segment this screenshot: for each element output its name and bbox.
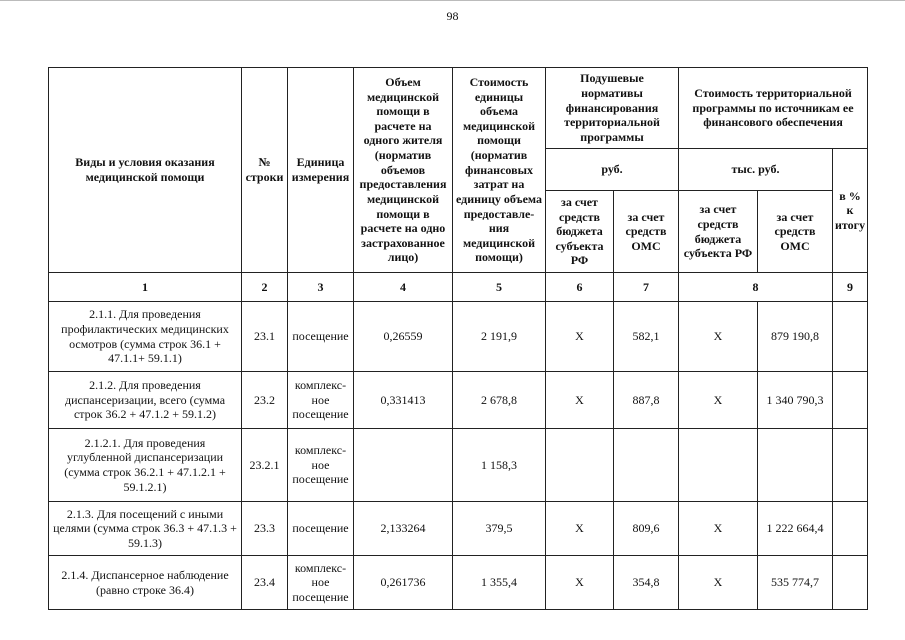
financing-table [48,67,868,610]
column-number: 9 [833,273,868,302]
row-percent [833,502,868,556]
row-unit: посещение [288,302,354,372]
row-per-capita-oms: 809,6 [614,502,679,556]
column-number: 1 [49,273,242,302]
column-number: 4 [354,273,453,302]
row-number: 23.2 [242,372,288,429]
row-unit-cost: 379,5 [453,502,546,556]
row-volume [354,429,453,502]
header-volume: Объем медицинской помощи в расчете на одного жителя (норматив объемов предоставления медицинской помощи в расчете на одно застрахованное лицо) [354,68,453,273]
row-per-capita-budget: X [546,502,614,556]
row-unit-cost: 2 678,8 [453,372,546,429]
header-rub: руб. [546,149,679,191]
row-number: 23.1 [242,302,288,372]
row-unit: комплекс-ное посещение [288,372,354,429]
row-unit-cost: 1 355,4 [453,556,546,610]
column-number: 8 [679,273,833,302]
row-per-capita-budget: X [546,372,614,429]
row-per-capita-oms: 582,1 [614,302,679,372]
row-unit: комплекс-ное посещение [288,429,354,502]
row-volume: 0,26559 [354,302,453,372]
header-row-number: № строки [242,68,288,273]
row-service-name: 2.1.2. Для проведения диспансеризации, всего (сумма строк 36.2 + 47.1.2 + 59.1.2) [49,372,242,429]
page-top-edge [0,0,905,1]
table-row [49,302,868,372]
header-percent: в % к итогу [833,149,868,273]
row-percent [833,302,868,372]
header-thousand-rub: тыс. руб. [679,149,833,191]
column-number: 2 [242,273,288,302]
row-service-name: 2.1.4. Диспансерное наблюдение (равно строке 36.4) [49,556,242,610]
row-percent [833,372,868,429]
row-service-name: 2.1.1. Для проведения профилактических медицинских осмотров (сумма строк 36.1 + 47.1.1+ 59.1.1) [49,302,242,372]
row-unit-cost: 2 191,9 [453,302,546,372]
row-unit-cost: 1 158,3 [453,429,546,502]
header-per-capita-oms: за счет средств ОМС [614,191,679,273]
column-number: 5 [453,273,546,302]
row-per-capita-oms [614,429,679,502]
row-volume: 2,133264 [354,502,453,556]
row-number: 23.2.1 [242,429,288,502]
row-total-oms: 1 222 664,4 [758,502,833,556]
row-service-name: 2.1.3. Для посещений с иными целями (сумма строк 36.3 + 47.1.3 + 59.1.3) [49,502,242,556]
row-per-capita-budget [546,429,614,502]
row-percent [833,429,868,502]
row-volume: 0,261736 [354,556,453,610]
row-total-budget: X [679,372,758,429]
row-volume: 0,331413 [354,372,453,429]
row-per-capita-budget: X [546,556,614,610]
column-number-row [49,273,868,302]
row-per-capita-oms: 887,8 [614,372,679,429]
header-unit-cost: Стоимость единицы объема медицинской помощи (норматив финансовых затрат на единицу объема предоставле-ния медицинской помощи) [453,68,546,273]
header-per-capita-budget: за счет средств бюджета субъекта РФ [546,191,614,273]
row-number: 23.3 [242,502,288,556]
header-program-cost: Стоимость территориальной программы по источникам ее финансового обеспечения [679,68,868,149]
row-total-budget: X [679,502,758,556]
row-unit: комплекс-ное посещение [288,556,354,610]
row-unit: посещение [288,502,354,556]
header-service-type: Виды и условия оказания медицинской помощи [49,68,242,273]
column-number: 7 [614,273,679,302]
table-row [49,429,868,502]
row-total-oms [758,429,833,502]
header-total-budget: за счет средств бюджета субъекта РФ [679,191,758,273]
page-number: 98 [446,9,459,23]
row-service-name: 2.1.2.1. Для проведения углубленной диспансеризации (сумма строк 36.2.1 + 47.1.2.1 + 59.1.2.1) [49,429,242,502]
row-percent [833,556,868,610]
row-per-capita-budget: X [546,302,614,372]
row-total-budget: X [679,302,758,372]
row-total-oms: 535 774,7 [758,556,833,610]
header-per-capita: Подушевые нормативы финансирования территориальной программы [546,68,679,149]
table-row [49,502,868,556]
row-total-budget: X [679,556,758,610]
row-total-oms: 1 340 790,3 [758,372,833,429]
row-per-capita-oms: 354,8 [614,556,679,610]
column-number: 6 [546,273,614,302]
column-number: 3 [288,273,354,302]
table-row [49,372,868,429]
table-row [49,556,868,610]
row-total-oms: 879 190,8 [758,302,833,372]
row-number: 23.4 [242,556,288,610]
row-total-budget [679,429,758,502]
header-total-oms: за счет средств ОМС [758,191,833,273]
header-unit: Единица измерения [288,68,354,273]
